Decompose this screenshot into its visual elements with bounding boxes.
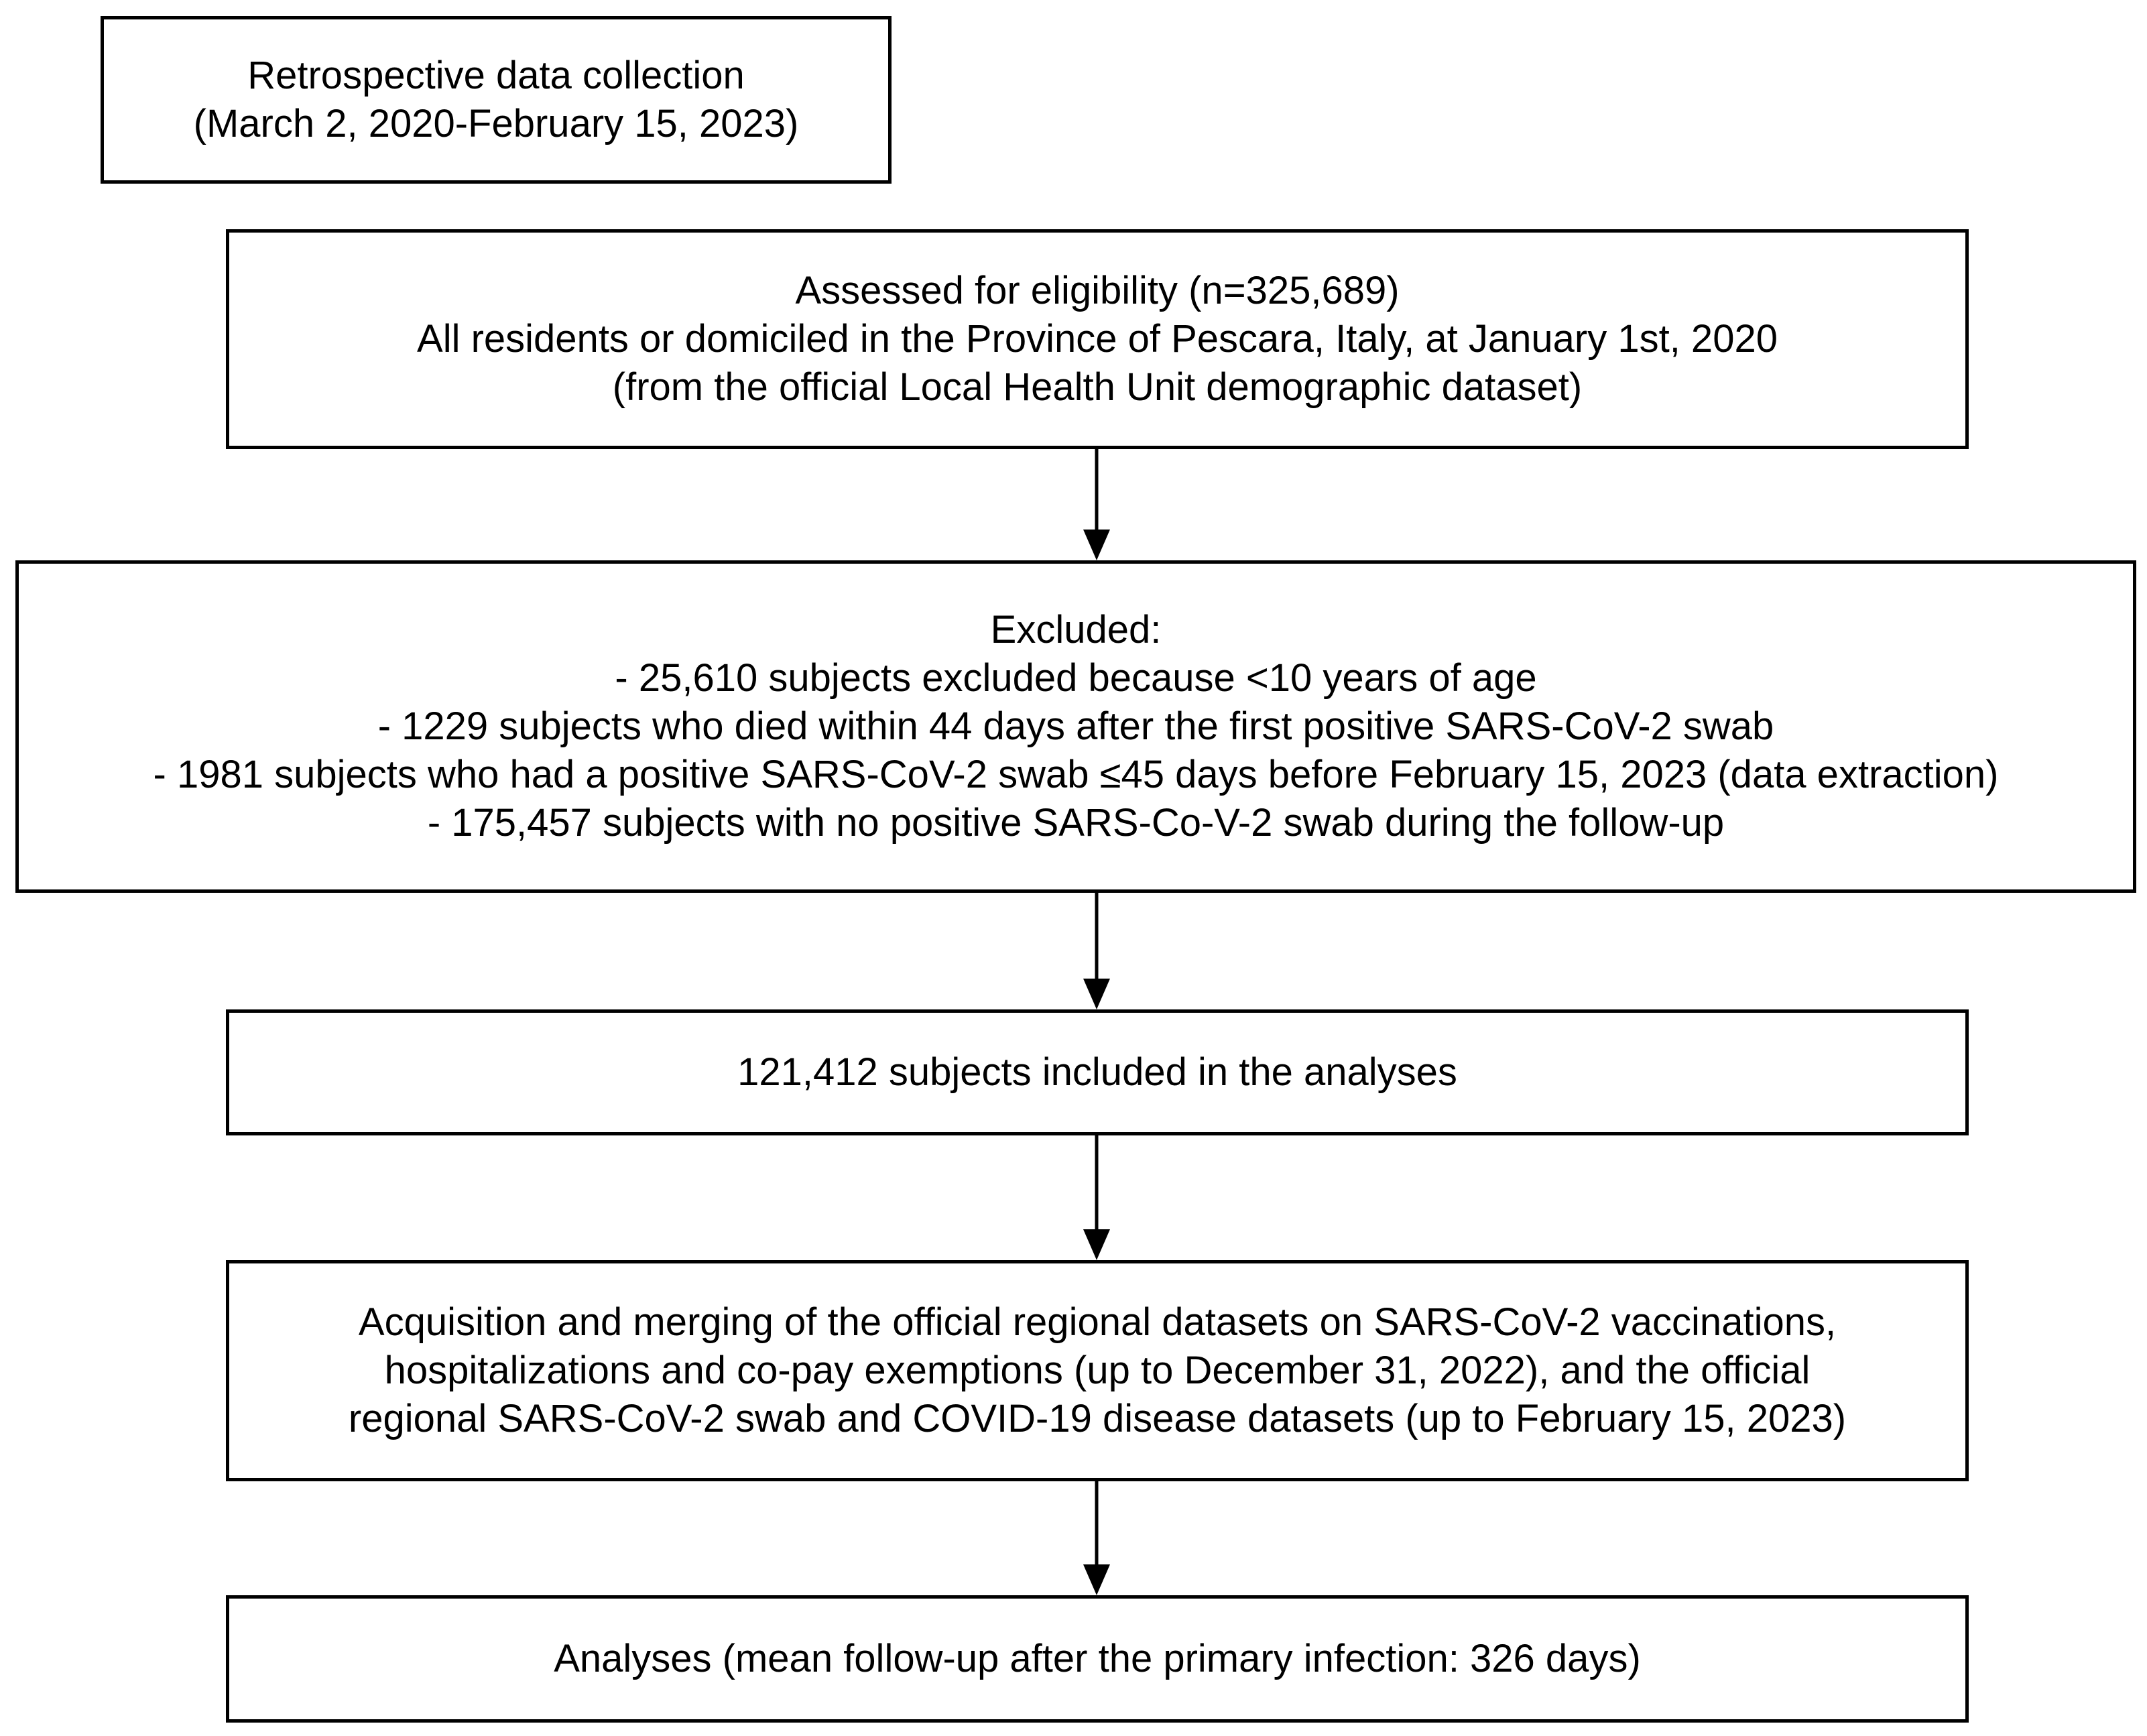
retrospective-title: Retrospective data collection (247, 54, 745, 97)
arrow-included-to-acquisition (1083, 1134, 1110, 1260)
excluded-died-criterion: - 1229 subjects who died within 44 days after the first positive SARS-CoV-2 swab (377, 704, 1774, 748)
acquisition-line-2: hospitalizations and co-pay exemptions (up to December 31, 2022), and the official (384, 1349, 1811, 1392)
included-count: 121,412 subjects included in the analyses (737, 1050, 1457, 1094)
excluded-heading: Excluded: (990, 608, 1162, 652)
arrow-eligibility-to-excluded (1083, 448, 1110, 560)
eligibility-box (226, 229, 1969, 449)
eligibility-count: Assessed for eligibility (n=325,689) (795, 269, 1400, 312)
included-box (226, 1009, 1969, 1135)
acquisition-box (226, 1260, 1969, 1481)
acquisition-line-1: Acquisition and merging of the official regional datasets on SARS-CoV-2 vaccinations, (358, 1300, 1837, 1344)
analyses-summary: Analyses (mean follow-up after the primary infection: 326 days) (554, 1637, 1641, 1680)
retrospective-date-range: (March 2, 2020-February 15, 2023) (193, 102, 799, 145)
excluded-no-positive-criterion: - 175,457 subjects with no positive SARS-Co-V-2 swab during the follow-up (427, 801, 1725, 845)
analyses-box (226, 1595, 1969, 1723)
excluded-box (15, 560, 2136, 893)
retrospective-collection-box (101, 16, 892, 184)
eligibility-source: (from the official Local Health Unit demographic dataset) (612, 365, 1583, 409)
arrow-acquisition-to-analyses (1083, 1480, 1110, 1595)
arrow-excluded-to-included (1083, 891, 1110, 1009)
eligibility-population: All residents or domiciled in the Province of Pescara, Italy, at January 1st, 2020 (417, 317, 1778, 361)
excluded-recent-swab-criterion: - 1981 subjects who had a positive SARS-CoV-2 swab ≤45 days before February 15, 2023 (data extraction) (153, 753, 1999, 796)
excluded-age-criterion: - 25,610 subjects excluded because <10 years of age (615, 656, 1537, 700)
acquisition-line-3: regional SARS-CoV-2 swab and COVID-19 disease datasets (up to February 15, 2023) (348, 1397, 1847, 1440)
